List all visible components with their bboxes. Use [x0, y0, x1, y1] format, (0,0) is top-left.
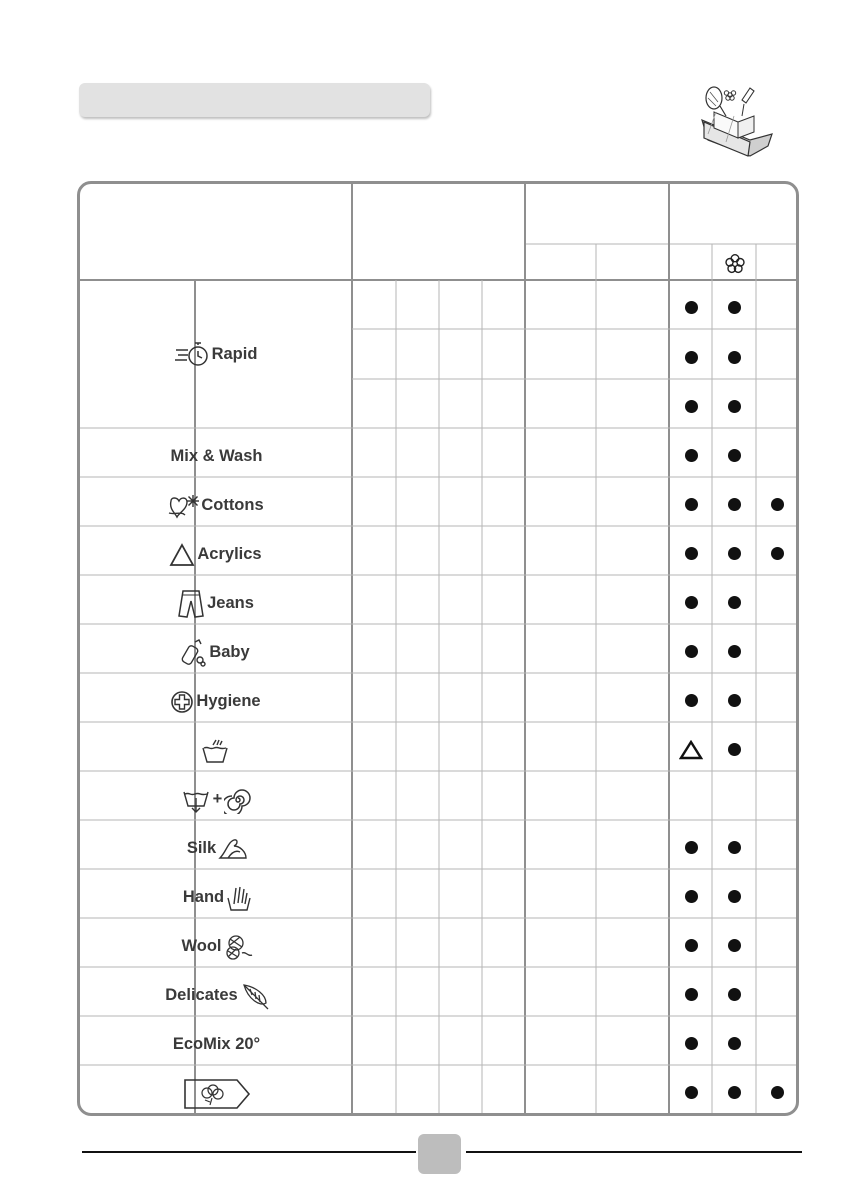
dot-mark: [771, 547, 784, 560]
fabric-softener-flower-icon: [723, 252, 747, 276]
programme-acrylics: [160, 530, 273, 579]
dot-mark: [728, 1086, 741, 1099]
programme-wool: [160, 922, 273, 971]
programme-jeans: [160, 579, 273, 628]
programme-silk: [160, 824, 273, 873]
programme-delicates: [160, 971, 273, 1020]
programme-cotton-eco: [160, 1069, 273, 1116]
acrylics-triangle-icon: [169, 543, 195, 567]
programme-hand: [160, 873, 273, 922]
programme-label: Rapid: [211, 344, 258, 363]
programme-ecomix: [160, 1020, 273, 1069]
programme-hygiene: [160, 677, 273, 726]
programme-label: Silk: [186, 839, 217, 857]
dot-mark: [685, 694, 698, 707]
detergent-dispenser-drawer-icon: [698, 82, 774, 166]
programme-table: [77, 181, 799, 1116]
dot-mark: [728, 743, 741, 756]
dot-mark: [728, 301, 741, 314]
programme-label: Hygiene: [196, 692, 261, 710]
drain-tub-icon: [181, 786, 211, 814]
dot-mark: [728, 498, 741, 511]
hand-wash-icon: [226, 884, 252, 912]
footer-rule-left: [82, 1151, 416, 1153]
page-number-tab: [418, 1134, 461, 1174]
footer-rule-right: [466, 1151, 802, 1153]
programme-label: Cottons: [201, 496, 264, 514]
dot-mark: [685, 596, 698, 609]
dot-mark: [728, 988, 741, 1001]
dot-mark: [685, 498, 698, 511]
programme-label: Hand: [182, 888, 225, 906]
dot-mark: [771, 1086, 784, 1099]
dot-mark: [728, 351, 741, 364]
rinse-tub-icon: [200, 738, 230, 764]
dot-mark: [685, 301, 698, 314]
dot-mark: [685, 890, 698, 903]
dot-mark: [685, 1037, 698, 1050]
dot-mark: [685, 449, 698, 462]
dot-mark: [685, 841, 698, 854]
programme-baby: [160, 628, 273, 677]
feather-icon: [240, 981, 270, 1011]
dot-mark: [728, 645, 741, 658]
dot-mark: [685, 645, 698, 658]
programme-drain-spin: [160, 775, 273, 824]
dot-mark: [685, 939, 698, 952]
dot-mark: [685, 400, 698, 413]
dot-mark: [728, 596, 741, 609]
dot-mark: [728, 841, 741, 854]
programme-label: EcoMix 20°: [172, 1035, 261, 1053]
silk-icon: [218, 836, 248, 862]
baby-bottle-icon: [181, 638, 207, 668]
jeans-icon: [177, 589, 205, 619]
programme-cottons: [160, 481, 273, 530]
programme-label: Baby: [209, 643, 250, 661]
drain-spin-icon: [224, 786, 252, 814]
cottons-icon: [167, 493, 199, 519]
triangle-mark: [679, 740, 703, 760]
programme-label: Jeans: [207, 594, 254, 612]
hygiene-cross-icon: [170, 690, 194, 714]
rapid-timer-icon: [174, 341, 210, 367]
dot-mark: [685, 351, 698, 364]
dot-mark: [771, 498, 784, 511]
dot-mark: [728, 939, 741, 952]
dot-mark: [728, 694, 741, 707]
section-title-bar: [79, 83, 430, 117]
programme-mix-wash: [160, 432, 273, 481]
dot-mark: [685, 988, 698, 1001]
programme-label: Delicates: [165, 986, 238, 1004]
dot-mark: [728, 1037, 741, 1050]
programme-rinse: [160, 726, 273, 775]
wool-yarn-icon: [224, 933, 254, 961]
programme-rapid: [160, 280, 273, 428]
programme-label: Mix & Wash: [170, 447, 263, 465]
dot-mark: [728, 890, 741, 903]
dot-mark: [685, 1086, 698, 1099]
dot-mark: [685, 547, 698, 560]
cotton-flower-arrow-icon: [183, 1078, 251, 1110]
programme-label: +: [212, 790, 223, 808]
programme-label: Acrylics: [197, 545, 262, 563]
programme-label: Wool: [181, 937, 222, 955]
dot-mark: [728, 449, 741, 462]
dot-mark: [728, 547, 741, 560]
dot-mark: [728, 400, 741, 413]
